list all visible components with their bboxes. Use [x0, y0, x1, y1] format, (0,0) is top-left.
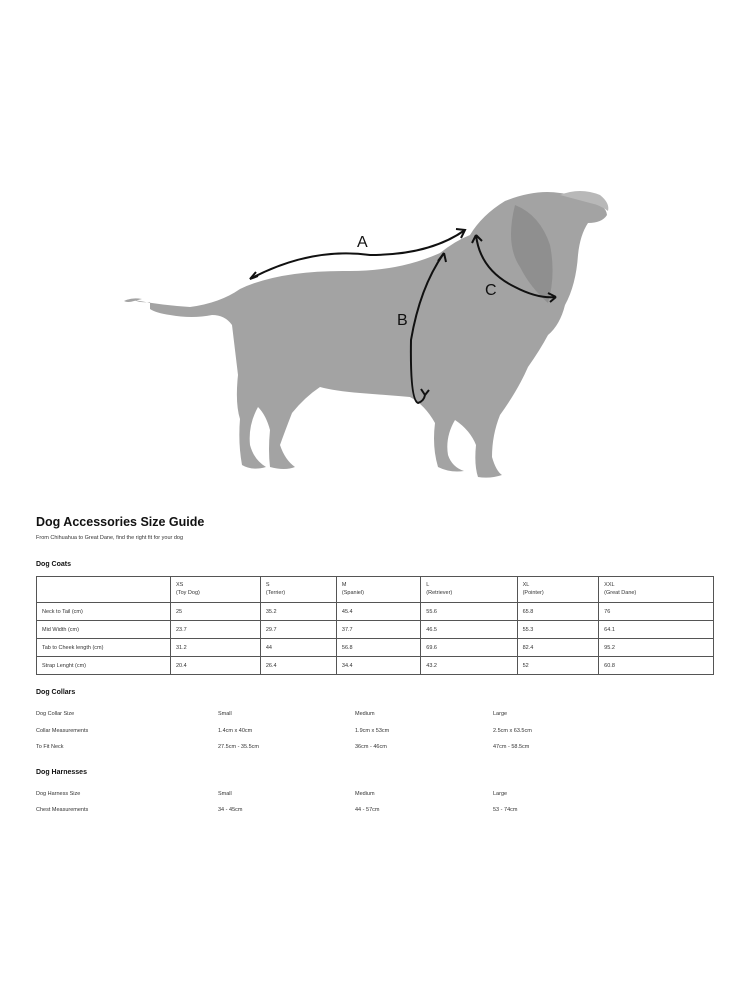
measurement-label-c: C — [485, 282, 497, 299]
list-item-value: 44 - 57cm — [355, 807, 380, 813]
page-title: Dog Accessories Size Guide — [36, 515, 205, 529]
list-item-value: 1.4cm x 40cm — [218, 728, 253, 734]
table-cell: 31.2 — [171, 639, 261, 657]
table-cell: 65.8 — [517, 603, 599, 621]
collar-fit-neck-row — [36, 744, 716, 754]
list-item-value: 2.5cm x 63.5cm — [493, 728, 532, 734]
collars-section-title: Dog Collars — [36, 689, 76, 696]
table-cell: 29.7 — [260, 621, 336, 639]
list-item-value: Large — [493, 711, 508, 717]
table-row-label: Tab to Cheek length (cm) — [37, 639, 171, 657]
list-item-value: Medium — [355, 711, 375, 717]
table-cell: 55.3 — [517, 621, 599, 639]
table-header-cell: XS (Toy Dog) — [171, 577, 261, 603]
harnesses-section-title: Dog Harnesses — [36, 769, 87, 776]
table-row-label: Neck to Tail (cm) — [37, 603, 171, 621]
table-corner-cell — [37, 577, 171, 603]
table-header-cell: M (Spaniel) — [336, 577, 420, 603]
list-item-value: Small — [218, 791, 232, 797]
list-item-value: 53 - 74cm — [493, 807, 518, 813]
list-item-value: Large — [493, 791, 508, 797]
list-item-value: 1.9cm x 53cm — [355, 728, 390, 734]
list-item-label: Chest Measurements — [36, 807, 89, 813]
list-item-label: Dog Collar Size — [36, 711, 75, 717]
table-cell: 46.5 — [421, 621, 517, 639]
table-cell: 25 — [171, 603, 261, 621]
table-cell: 55.6 — [421, 603, 517, 621]
table-row-label: Strap Lenght (cm) — [37, 657, 171, 675]
table-cell: 26.4 — [260, 657, 336, 675]
table-cell: 44 — [260, 639, 336, 657]
table-cell: 23.7 — [171, 621, 261, 639]
coats-size-table — [36, 576, 714, 675]
table-row — [37, 603, 714, 621]
list-item-value: 27.5cm - 35.5cm — [218, 744, 259, 750]
table-header-cell: XL (Pointer) — [517, 577, 599, 603]
table-cell: 45.4 — [336, 603, 420, 621]
table-header-row — [37, 577, 714, 603]
collar-size-row — [36, 711, 716, 721]
table-cell: 95.2 — [599, 639, 714, 657]
measurement-label-b: B — [397, 312, 408, 329]
table-header-cell: S (Terrier) — [260, 577, 336, 603]
table-cell: 69.6 — [421, 639, 517, 657]
list-item-value: 36cm - 46cm — [355, 744, 387, 750]
list-item-value: 34 - 45cm — [218, 807, 243, 813]
table-cell: 60.8 — [599, 657, 714, 675]
list-item-label: To Fit Neck — [36, 744, 64, 750]
table-cell: 64.1 — [599, 621, 714, 639]
table-cell: 35.2 — [260, 603, 336, 621]
table-cell: 34.4 — [336, 657, 420, 675]
table-row — [37, 639, 714, 657]
harness-size-row — [36, 791, 716, 801]
table-cell: 52 — [517, 657, 599, 675]
table-cell: 56.8 — [336, 639, 420, 657]
list-item-value: 47cm - 58.5cm — [493, 744, 530, 750]
table-cell: 76 — [599, 603, 714, 621]
table-row — [37, 657, 714, 675]
table-header-cell: L (Retriever) — [421, 577, 517, 603]
table-header-cell: XXL (Great Dane) — [599, 577, 714, 603]
table-row-label: Mid Width (cm) — [37, 621, 171, 639]
table-row — [37, 621, 714, 639]
collar-measurements-row — [36, 728, 716, 738]
table-cell: 43.2 — [421, 657, 517, 675]
dog-measurement-diagram — [120, 175, 620, 490]
harness-chest-row — [36, 807, 716, 817]
measurement-label-a: A — [357, 234, 368, 251]
table-cell: 20.4 — [171, 657, 261, 675]
list-item-label: Collar Measurements — [36, 728, 89, 734]
list-item-value: Medium — [355, 791, 375, 797]
coats-section-title: Dog Coats — [36, 561, 71, 568]
table-cell: 82.4 — [517, 639, 599, 657]
list-item-label: Dog Harness Size — [36, 791, 81, 797]
page-subtitle: From Chihuahua to Great Dane, find the right fit for your dog — [36, 535, 184, 541]
table-cell: 37.7 — [336, 621, 420, 639]
list-item-value: Small — [218, 711, 232, 717]
